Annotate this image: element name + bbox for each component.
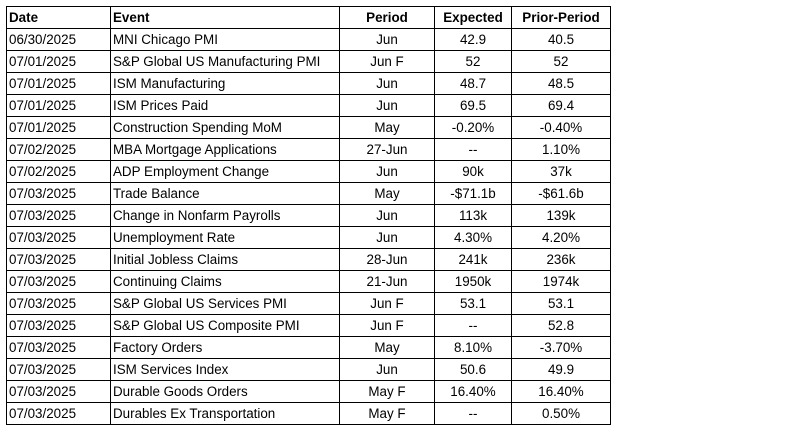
- cell-event: Initial Jobless Claims: [111, 249, 340, 271]
- cell-event: Change in Nonfarm Payrolls: [111, 205, 340, 227]
- table-row: [7, 271, 611, 293]
- cell-period: Jun: [340, 359, 435, 381]
- cell-prior-period: 139k: [512, 205, 611, 227]
- cell-period: Jun F: [340, 315, 435, 337]
- header-expected: Expected: [435, 7, 512, 29]
- cell-period: Jun: [340, 29, 435, 51]
- cell-date: 06/30/2025: [7, 29, 111, 51]
- cell-period: May F: [340, 403, 435, 425]
- cell-period: Jun: [340, 73, 435, 95]
- header-row: [7, 7, 611, 29]
- cell-expected: 90k: [435, 161, 512, 183]
- cell-prior-period: -3.70%: [512, 337, 611, 359]
- economic-calendar-table: [6, 6, 611, 425]
- cell-event: Trade Balance: [111, 183, 340, 205]
- cell-date: 07/03/2025: [7, 249, 111, 271]
- cell-date: 07/03/2025: [7, 337, 111, 359]
- cell-expected: --: [435, 315, 512, 337]
- cell-date: 07/01/2025: [7, 95, 111, 117]
- cell-expected: 1950k: [435, 271, 512, 293]
- cell-event: S&P Global US Manufacturing PMI: [111, 51, 340, 73]
- header-period: Period: [340, 7, 435, 29]
- table-row: [7, 381, 611, 403]
- cell-event: Durable Goods Orders: [111, 381, 340, 403]
- cell-date: 07/03/2025: [7, 403, 111, 425]
- cell-prior-period: 1974k: [512, 271, 611, 293]
- cell-expected: 48.7: [435, 73, 512, 95]
- cell-event: Durables Ex Transportation: [111, 403, 340, 425]
- cell-expected: 8.10%: [435, 337, 512, 359]
- cell-expected: -$71.1b: [435, 183, 512, 205]
- cell-expected: --: [435, 139, 512, 161]
- cell-event: ISM Manufacturing: [111, 73, 340, 95]
- cell-expected: 113k: [435, 205, 512, 227]
- cell-event: ADP Employment Change: [111, 161, 340, 183]
- cell-prior-period: 52: [512, 51, 611, 73]
- cell-event: Factory Orders: [111, 337, 340, 359]
- cell-prior-period: 16.40%: [512, 381, 611, 403]
- cell-event: Unemployment Rate: [111, 227, 340, 249]
- cell-date: 07/03/2025: [7, 315, 111, 337]
- cell-prior-period: 1.10%: [512, 139, 611, 161]
- cell-expected: 16.40%: [435, 381, 512, 403]
- cell-period: 28-Jun: [340, 249, 435, 271]
- cell-period: May: [340, 117, 435, 139]
- cell-expected: -0.20%: [435, 117, 512, 139]
- cell-date: 07/03/2025: [7, 381, 111, 403]
- cell-prior-period: 4.20%: [512, 227, 611, 249]
- cell-date: 07/03/2025: [7, 359, 111, 381]
- cell-period: May: [340, 183, 435, 205]
- cell-period: 27-Jun: [340, 139, 435, 161]
- cell-event: ISM Prices Paid: [111, 95, 340, 117]
- cell-prior-period: -0.40%: [512, 117, 611, 139]
- table-row: [7, 205, 611, 227]
- cell-event: MNI Chicago PMI: [111, 29, 340, 51]
- cell-expected: 42.9: [435, 29, 512, 51]
- cell-date: 07/01/2025: [7, 117, 111, 139]
- cell-period: May: [340, 337, 435, 359]
- cell-prior-period: 52.8: [512, 315, 611, 337]
- cell-date: 07/02/2025: [7, 139, 111, 161]
- cell-date: 07/01/2025: [7, 51, 111, 73]
- cell-date: 07/03/2025: [7, 205, 111, 227]
- cell-date: 07/03/2025: [7, 183, 111, 205]
- cell-expected: 50.6: [435, 359, 512, 381]
- table-row: [7, 183, 611, 205]
- cell-date: 07/03/2025: [7, 293, 111, 315]
- cell-period: Jun: [340, 161, 435, 183]
- cell-prior-period: 0.50%: [512, 403, 611, 425]
- cell-period: Jun: [340, 227, 435, 249]
- cell-date: 07/02/2025: [7, 161, 111, 183]
- table-row: [7, 403, 611, 425]
- cell-event: ISM Services Index: [111, 359, 340, 381]
- cell-prior-period: 48.5: [512, 73, 611, 95]
- cell-date: 07/01/2025: [7, 73, 111, 95]
- table-row: [7, 315, 611, 337]
- table-row: [7, 139, 611, 161]
- cell-prior-period: 49.9: [512, 359, 611, 381]
- table-row: [7, 51, 611, 73]
- table-row: [7, 73, 611, 95]
- cell-date: 07/03/2025: [7, 227, 111, 249]
- table-row: [7, 29, 611, 51]
- table-row: [7, 337, 611, 359]
- table-row: [7, 249, 611, 271]
- cell-prior-period: 236k: [512, 249, 611, 271]
- cell-expected: 4.30%: [435, 227, 512, 249]
- cell-prior-period: 37k: [512, 161, 611, 183]
- cell-prior-period: 53.1: [512, 293, 611, 315]
- header-event: Event: [111, 7, 340, 29]
- cell-prior-period: 40.5: [512, 29, 611, 51]
- cell-event: Continuing Claims: [111, 271, 340, 293]
- cell-period: Jun F: [340, 51, 435, 73]
- cell-period: Jun: [340, 95, 435, 117]
- cell-event: MBA Mortgage Applications: [111, 139, 340, 161]
- table-row: [7, 293, 611, 315]
- cell-expected: --: [435, 403, 512, 425]
- cell-expected: 69.5: [435, 95, 512, 117]
- cell-prior-period: 69.4: [512, 95, 611, 117]
- cell-date: 07/03/2025: [7, 271, 111, 293]
- cell-expected: 241k: [435, 249, 512, 271]
- table-body: [7, 29, 611, 425]
- cell-prior-period: -$61.6b: [512, 183, 611, 205]
- cell-period: May F: [340, 381, 435, 403]
- table-row: [7, 359, 611, 381]
- cell-event: S&P Global US Services PMI: [111, 293, 340, 315]
- header-prior-period: Prior-Period: [512, 7, 611, 29]
- cell-expected: 53.1: [435, 293, 512, 315]
- table-row: [7, 117, 611, 139]
- header-date: Date: [7, 7, 111, 29]
- cell-period: 21-Jun: [340, 271, 435, 293]
- cell-period: Jun: [340, 205, 435, 227]
- table-row: [7, 161, 611, 183]
- cell-event: S&P Global US Composite PMI: [111, 315, 340, 337]
- cell-period: Jun F: [340, 293, 435, 315]
- cell-event: Construction Spending MoM: [111, 117, 340, 139]
- cell-expected: 52: [435, 51, 512, 73]
- table-row: [7, 95, 611, 117]
- table-row: [7, 227, 611, 249]
- table-header: [7, 7, 611, 29]
